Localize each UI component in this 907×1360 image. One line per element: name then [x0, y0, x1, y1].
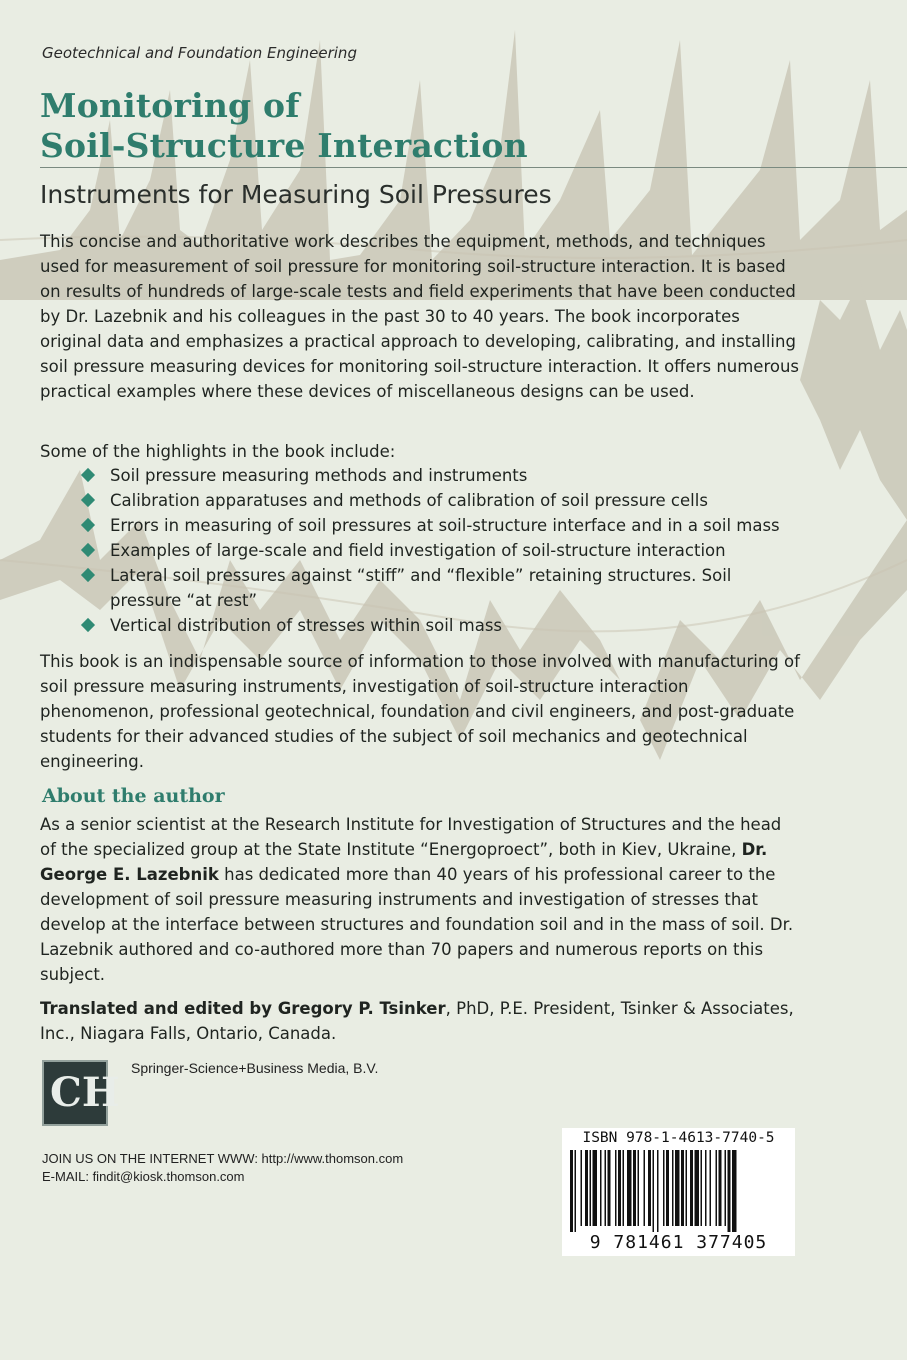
author-bio-part-1: As a senior scientist at the Research Institute for Investigation of Structures and the head of the specialized group at the State Institute “Energoproect”, both in Kiev, Ukraine,	[40, 815, 782, 859]
barcode-bar	[705, 1150, 707, 1226]
barcode-bar	[605, 1150, 607, 1226]
isbn-label: ISBN 978-1-4613-7740-5	[582, 1130, 775, 1146]
title-divider	[40, 167, 907, 168]
publisher-logo-letters: CH	[50, 1069, 120, 1116]
isbn-barcode	[562, 1128, 795, 1256]
book-title-line-1: Monitoring of	[40, 86, 300, 125]
barcode-bar	[716, 1150, 718, 1226]
barcode-bar	[681, 1150, 684, 1226]
list-item	[80, 513, 800, 538]
list-item-text: Lateral soil pressures against “stiff” and “flexible” retaining structures. Soil pressure “at rest”	[110, 566, 732, 610]
list-item-text: Vertical distribution of stresses within soil mass	[110, 616, 503, 635]
barcode-bar	[570, 1150, 573, 1232]
list-item-text: Soil pressure measuring methods and instruments	[110, 466, 528, 485]
list-item	[80, 538, 800, 563]
diamond-bullet-icon	[81, 568, 95, 582]
barcode-bar	[695, 1150, 700, 1226]
barcode-bar	[666, 1150, 669, 1226]
email-address: E-MAIL: findit@kiosk.thomson.com	[42, 1169, 245, 1184]
barcode-bar	[581, 1150, 583, 1226]
barcode-bar	[686, 1150, 688, 1226]
translator-credit	[40, 996, 800, 1046]
barcode-bar	[644, 1150, 646, 1226]
diamond-bullet-icon	[81, 543, 95, 557]
highlights-lead: Some of the highlights in the book include:	[40, 442, 396, 461]
barcode-bar	[672, 1150, 674, 1226]
contact-info	[42, 1150, 403, 1186]
barcode-bar	[648, 1150, 651, 1226]
barcode-bar	[623, 1150, 625, 1226]
barcode-bar	[653, 1150, 655, 1232]
barcode-bar	[663, 1150, 665, 1226]
barcode-bar	[615, 1150, 617, 1226]
barcode-bar	[657, 1150, 659, 1232]
web-address: JOIN US ON THE INTERNET WWW: http://www.thomson.com	[42, 1151, 404, 1166]
barcode-bars	[570, 1150, 787, 1232]
barcode-bar	[593, 1150, 598, 1226]
translator-name: Translated and edited by Gregory P. Tsinker	[40, 999, 446, 1018]
list-item	[80, 463, 800, 488]
about-author-heading: About the author	[42, 785, 225, 807]
list-item-text: Calibration apparatuses and methods of calibration of soil pressure cells	[110, 491, 708, 510]
barcode-bar	[710, 1150, 712, 1226]
list-item	[80, 613, 800, 638]
barcode-bar	[732, 1150, 737, 1232]
series-title: Geotechnical and Foundation Engineering	[42, 44, 357, 62]
barcode-bar	[633, 1150, 636, 1226]
diamond-bullet-icon	[81, 468, 95, 482]
book-title-line-2: Soil-Structure Interaction	[40, 126, 528, 165]
barcode-digits: 9 781461 377405	[589, 1232, 768, 1253]
author-bio-part-2: has dedicated more than 40 years of his professional career to the development of soil pressure measuring instruments and investigation of stresses that develop at the interface between structures and foundation soil and in the mass of soil. Dr. Lazebnik authored and co-authored more than 70 papers and numerous reports on this subject.	[40, 865, 794, 984]
barcode-bar	[638, 1150, 640, 1226]
book-title	[40, 86, 528, 166]
barcode-bar	[627, 1150, 632, 1226]
barcode-bar	[725, 1150, 727, 1226]
publisher-logo	[42, 1060, 120, 1126]
barcode-bar	[675, 1150, 680, 1226]
barcode-bar	[590, 1150, 592, 1226]
diamond-bullet-icon	[81, 518, 95, 532]
barcode-bar	[618, 1150, 621, 1226]
highlights-list	[80, 463, 800, 638]
barcode-bar	[690, 1150, 693, 1226]
diamond-bullet-icon	[81, 618, 95, 632]
book-subtitle: Instruments for Measuring Soil Pressures	[40, 180, 552, 209]
translator-details: , PhD, P.E. President, Tsinker & Associates, Inc., Niagara Falls, Ontario, Canada.	[40, 999, 794, 1043]
closing-paragraph: This book is an indispensable source of information to those involved with manufacturing of soil pressure measuring instruments, investigation of soil-structure interaction phenomenon, professional geotechnical, foundation and civil engineers, and post-graduate students for their advanced studies of the subject of soil mechanics and geotechnical engineering.	[40, 652, 800, 771]
diamond-bullet-icon	[81, 493, 95, 507]
list-item-text: Examples of large-scale and field investigation of soil-structure interaction	[110, 541, 726, 560]
publisher-logo-mark	[44, 1062, 120, 1124]
barcode-bar	[585, 1150, 588, 1226]
intro-paragraph: This concise and authoritative work describes the equipment, methods, and techniques used for measurement of soil pressure for monitoring soil-structure interaction. It is based on results of hundreds of large-scale tests and field experiments that have been conducted by Dr. Lazebnik and his colleagues in the past 30 to 40 years. The book incorporates original data and emphasizes a practical approach to developing, calibrating, and installing soil pressure measuring devices for monitoring soil-structure interaction. It offers numerous practical examples where these devices of miscellaneous designs can be used.	[40, 232, 800, 401]
list-item	[80, 488, 800, 513]
barcode-bar	[608, 1150, 611, 1226]
barcode-bar	[701, 1150, 703, 1226]
author-name: Dr. George E. Lazebnik	[40, 840, 768, 884]
list-item-text: Errors in measuring of soil pressures at soil-structure interface and in a soil mass	[110, 516, 780, 535]
author-bio	[40, 812, 800, 987]
publisher-name: Springer-Science+Business Media, B.V.	[131, 1060, 379, 1076]
barcode-bar	[575, 1150, 577, 1232]
list-item	[80, 563, 800, 613]
barcode-bar	[600, 1150, 602, 1226]
barcode-bar	[728, 1150, 731, 1232]
barcode-bar	[719, 1150, 722, 1226]
